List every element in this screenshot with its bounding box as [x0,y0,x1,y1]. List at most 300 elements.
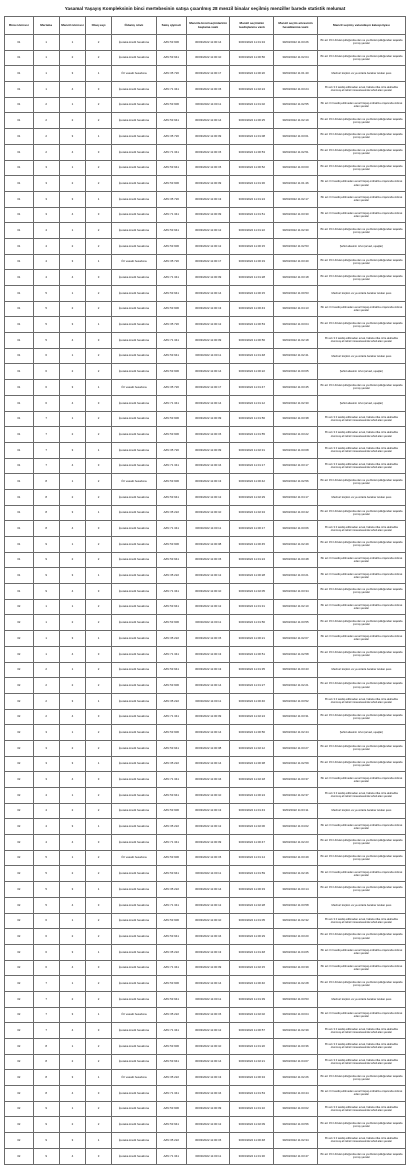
cell-apartment-number: 1 [59,788,85,804]
cell-sale-price: AZN 53 941 [156,740,186,756]
cell-floor: 8 [33,1086,59,1102]
cell-room-count: 2 [85,913,111,929]
cell-sale-price: AZN 35 222 [156,568,186,584]
apartment-selection-table [4,16,406,1165]
cell-citizen-category: Ən azı 15 il dövlət qulluğunda olan və ya dövlət qulluğundan təqaüdə çıxmış şəxslər [317,160,405,176]
cell-sale-price: AZN 35 222 [156,693,186,709]
cell-payment-type: İpoteka kredit hesabına [112,144,156,160]
cell-floor: 3 [33,756,59,772]
table-row [5,725,406,741]
table-row [5,1023,406,1039]
cell-selection-confirm-time: 30/03/2022 11:00:24 [230,788,274,804]
cell-application-calc-time: 30/03/2022 11:03:05 [274,364,318,380]
cell-booking-start-time: 30/03/2022 11:00:11 [186,348,230,364]
cell-apartment-number: 2 [59,740,85,756]
cell-booking-start-time: 30/03/2022 11:00:13 [186,662,230,678]
header-floor: Mərtəbə [33,17,59,35]
cell-floor: 2 [33,113,59,129]
cell-selection-confirm-time: 30/03/2022 11:00:45 [230,537,274,553]
cell-building-number: 32 [5,725,34,741]
cell-citizen-category: Şəhid ailəsinin üzvü (arvad, uşaqlar) [317,238,405,254]
cell-building-number: 31 [5,97,34,113]
cell-payment-type: İpoteka kredit hesabına [112,113,156,129]
cell-application-calc-time: 30/03/2022 11:02:18 [274,333,318,349]
cell-room-count: 2 [85,348,111,364]
cell-floor: 5 [33,286,59,302]
cell-selection-confirm-time: 30/03/2022 11:01:12 [230,395,274,411]
cell-sale-price: AZN 71 341 [156,82,186,98]
cell-booking-start-time: 30/03/2022 11:00:16 [186,772,230,788]
cell-sale-price: AZN 71 341 [156,395,186,411]
cell-booking-start-time: 30/03/2022 11:00:16 [186,1086,230,1102]
cell-application-calc-time: 30/03/2022 11:02:55 [274,97,318,113]
cell-citizen-category: Ən azı 15 il dövlət qulluğunda olan və ya dövlət qulluğundan təqaüdə çıxmış şəxslər [317,740,405,756]
cell-payment-type: İpoteka kredit hesabına [112,615,156,631]
cell-citizen-category: Ən azı 3 il təsdiq edilmədən əvvəl hüquq-mühafizə orqanında xidmət edən şəxslər [317,568,405,584]
table-row [5,301,406,317]
cell-application-calc-time: 30/03/2022 11:02:49 [274,537,318,553]
cell-application-calc-time: 30/03/2022 11:03:02 [274,1101,318,1117]
cell-floor: 4 [33,223,59,239]
table-row [5,788,406,804]
cell-citizen-category: Ən azı 15 il dövlət qulluğunda olan və ya dövlət qulluğundan təqaüdə çıxmış şəxslər [317,678,405,694]
cell-sale-price: AZN 71 341 [156,897,186,913]
cell-citizen-category: Məcburi köçkün və ya onlarla bərabər tutulan şəxs [317,897,405,913]
cell-booking-start-time: 30/03/2022 11:00:16 [186,929,230,945]
cell-application-calc-time: 30/03/2022 11:03:58 [274,897,318,913]
cell-apartment-number: 3 [59,254,85,270]
cell-application-calc-time: 30/03/2022 11:02:30 [274,395,318,411]
cell-sale-price: AZN 53 906 [156,678,186,694]
table-row [5,944,406,960]
cell-apartment-number: 1 [59,976,85,992]
cell-selection-confirm-time: 30/03/2022 11:00:15 [230,286,274,302]
cell-payment-type: İpoteka kredit hesabına [112,301,156,317]
cell-payment-type: İpoteka kredit hesabına [112,1101,156,1117]
cell-selection-confirm-time: 30/03/2022 11:00:28 [230,568,274,584]
cell-booking-start-time: 30/03/2022 11:00:17 [186,66,230,82]
cell-apartment-number: 3 [59,191,85,207]
cell-citizen-category: Məcburi köçkün və ya onlarla bərabər tutulan şəxs [317,489,405,505]
cell-selection-confirm-time: 30/03/2022 11:02:28 [230,897,274,913]
table-row [5,427,406,443]
cell-application-calc-time: 30/03/2022 11:00:53 [274,286,318,302]
cell-payment-type: İpoteka kredit hesabına [112,364,156,380]
cell-payment-type: İpoteka kredit hesabına [112,991,156,1007]
table-row [5,1086,406,1102]
cell-building-number: 32 [5,1086,34,1102]
cell-sale-price: AZN 53 941 [156,552,186,568]
cell-booking-start-time: 30/03/2022 11:00:11 [186,1148,230,1164]
cell-citizen-category: Məcburi köçkün və ya onlarla bərabər tutulan şəxs [317,348,405,364]
cell-sale-price: AZN 35 720 [156,66,186,82]
cell-building-number: 32 [5,756,34,772]
cell-building-number: 31 [5,50,34,66]
cell-selection-confirm-time: 30/03/2022 11:01:05 [230,913,274,929]
cell-floor: 6 [33,364,59,380]
table-row [5,286,406,302]
cell-sale-price: AZN 35 720 [156,380,186,396]
cell-selection-confirm-time: 30/03/2022 11:00:29 [230,929,274,945]
table-row [5,317,406,333]
table-row [5,897,406,913]
cell-selection-confirm-time: 30/03/2022 11:01:20 [230,1039,274,1055]
cell-booking-start-time: 30/03/2022 11:00:12 [186,489,230,505]
cell-booking-start-time: 30/03/2022 11:00:15 [186,631,230,647]
cell-booking-start-time: 30/03/2022 11:00:13 [186,646,230,662]
cell-floor: 5 [33,897,59,913]
cell-building-number: 32 [5,976,34,992]
cell-apartment-number: 4 [59,772,85,788]
cell-room-count: 3 [85,772,111,788]
cell-building-number: 31 [5,348,34,364]
cell-sale-price: AZN 35 222 [156,882,186,898]
cell-room-count: 1 [85,568,111,584]
cell-building-number: 31 [5,584,34,600]
cell-selection-confirm-time: 30/03/2022 11:01:47 [230,380,274,396]
cell-sale-price: AZN 53 906 [156,35,186,51]
cell-room-count: 1 [85,442,111,458]
cell-booking-start-time: 30/03/2022 11:00:16 [186,458,230,474]
cell-citizen-category: Ən azı 15 il dövlət qulluğunda olan və ya dövlət qulluğundan təqaüdə çıxmış şəxslər [317,584,405,600]
header-application-calc-time: Mənzil seçim ərizəsinin hesablanma vaxtı [274,17,318,35]
cell-payment-type: Öz vəsaiti hesabına [112,66,156,82]
cell-apartment-number: 2 [59,552,85,568]
cell-apartment-number: 4 [59,207,85,223]
table-row [5,866,406,882]
cell-application-calc-time: 30/03/2022 11:02:28 [274,976,318,992]
cell-payment-type: İpoteka kredit hesabına [112,160,156,176]
cell-sale-price: AZN 71 341 [156,709,186,725]
cell-application-calc-time: 30/03/2022 11:04:02 [274,819,318,835]
cell-selection-confirm-time: 30/03/2022 11:02:31 [230,442,274,458]
cell-selection-confirm-time: 30/03/2022 11:02:18 [230,772,274,788]
cell-selection-confirm-time: 30/03/2022 11:00:42 [230,474,274,490]
cell-booking-start-time: 30/03/2022 11:00:11 [186,521,230,537]
cell-floor: 1 [33,50,59,66]
cell-booking-start-time: 30/03/2022 11:00:14 [186,395,230,411]
cell-application-calc-time: 30/03/2022 11:02:30 [274,223,318,239]
cell-booking-start-time: 30/03/2022 11:00:14 [186,976,230,992]
cell-citizen-category: Ən azı 3 il təsdiq edilmədən əvvəl, habelə ölkə üzrə akkreditə olunmuş ali təhsil müəssisəsində təhsil alan şəxslər [317,427,405,443]
cell-floor: 2 [33,709,59,725]
cell-apartment-number: 4 [59,82,85,98]
cell-application-calc-time: 30/03/2022 11:02:51 [274,144,318,160]
cell-building-number: 32 [5,929,34,945]
cell-citizen-category: Məcburi köçkün və ya onlarla bərabər tutulan şəxs [317,803,405,819]
cell-apartment-number: 1 [59,35,85,51]
cell-floor: 8 [33,1070,59,1086]
cell-citizen-category: Ən azı 3 il təsdiq edilmədən əvvəl hüquq-mühafizə orqanında xidmət edən şəxslər [317,97,405,113]
cell-application-calc-time: 30/03/2022 11:02:53 [274,238,318,254]
cell-floor: 6 [33,380,59,396]
cell-apartment-number: 3 [59,568,85,584]
cell-building-number: 31 [5,113,34,129]
cell-apartment-number: 4 [59,144,85,160]
cell-payment-type: İpoteka kredit hesabına [112,584,156,600]
cell-sale-price: AZN 53 941 [156,223,186,239]
cell-payment-type: Öz vəsaiti hesabına [112,1007,156,1023]
cell-payment-type: İpoteka kredit hesabına [112,442,156,458]
cell-apartment-number: 1 [59,223,85,239]
cell-sale-price: AZN 53 906 [156,97,186,113]
cell-application-calc-time: 30/03/2022 11:03:26 [274,35,318,51]
cell-room-count: 1 [85,66,111,82]
cell-apartment-number: 2 [59,615,85,631]
cell-building-number: 32 [5,819,34,835]
table-row [5,82,406,98]
cell-sale-price: AZN 35 222 [156,756,186,772]
table-row [5,395,406,411]
cell-sale-price: AZN 35 720 [156,254,186,270]
table-row [5,223,406,239]
cell-room-count: 3 [85,1086,111,1102]
cell-floor: 7 [33,458,59,474]
cell-citizen-category: Ən azı 15 il dövlət qulluğunda olan və ya dövlət qulluğundan təqaüdə çıxmış şəxslər [317,1148,405,1164]
cell-room-count: 2 [85,238,111,254]
cell-selection-confirm-time: 30/03/2022 11:00:19 [230,254,274,270]
cell-payment-type: İpoteka kredit hesabına [112,725,156,741]
cell-application-calc-time: 30/03/2022 11:03:21 [274,568,318,584]
cell-selection-confirm-time: 30/03/2022 11:01:36 [230,176,274,192]
cell-room-count: 2 [85,364,111,380]
table-row [5,474,406,490]
cell-payment-type: İpoteka kredit hesabına [112,176,156,192]
cell-sale-price: AZN 53 906 [156,1039,186,1055]
cell-booking-start-time: 30/03/2022 11:00:12 [186,599,230,615]
cell-selection-confirm-time: 30/03/2022 11:02:02 [230,1007,274,1023]
cell-citizen-category: Ən azı 3 il təsdiq edilmədən əvvəl hüquq-mühafizə orqanında xidmət edən şəxslər [317,1086,405,1102]
cell-application-calc-time: 30/03/2022 11:02:56 [274,474,318,490]
cell-citizen-category: Məcburi köçkün və ya onlarla bərabər tutulan şəxs [317,66,405,82]
cell-floor: 8 [33,489,59,505]
cell-selection-confirm-time: 30/03/2022 11:00:46 [230,693,274,709]
cell-building-number: 31 [5,35,34,51]
cell-citizen-category: Ən azı 3 il təsdiq edilmədən əvvəl hüquq-mühafizə orqanında xidmət edən şəxslər [317,176,405,192]
cell-selection-confirm-time: 30/03/2022 11:00:47 [230,835,274,851]
cell-booking-start-time: 30/03/2022 11:00:15 [186,1133,230,1149]
cell-payment-type: İpoteka kredit hesabına [112,395,156,411]
cell-application-calc-time: 30/03/2022 11:03:14 [274,882,318,898]
cell-citizen-category: Ən azı 15 il dövlət qulluğunda olan və ya dövlət qulluğundan təqaüdə çıxmış şəxslər [317,254,405,270]
cell-floor: 8 [33,1039,59,1055]
cell-room-count: 2 [85,113,111,129]
cell-payment-type: Öz vəsaiti hesabına [112,254,156,270]
cell-booking-start-time: 30/03/2022 11:00:14 [186,286,230,302]
table-row [5,1133,406,1149]
table-row [5,1070,406,1086]
cell-citizen-category: Ən azı 3 il təsdiq edilmədən əvvəl, habelə ölkə üzrə akkreditə olunmuş ali təhsil müəssisəsində təhsil alan şəxslər [317,788,405,804]
cell-citizen-category: Ən azı 15 il dövlət qulluğunda olan və ya dövlət qulluğundan təqaüdə çıxmış şəxslər [317,646,405,662]
cell-booking-start-time: 30/03/2022 11:00:09 [186,442,230,458]
cell-building-number: 31 [5,333,34,349]
cell-sale-price: AZN 71 341 [156,521,186,537]
cell-floor: 1 [33,66,59,82]
cell-floor: 2 [33,662,59,678]
table-row [5,191,406,207]
cell-booking-start-time: 30/03/2022 11:00:09 [186,835,230,851]
table-row [5,599,406,615]
cell-payment-type: İpoteka kredit hesabına [112,678,156,694]
cell-application-calc-time: 30/03/2022 11:03:56 [274,1117,318,1133]
cell-room-count: 2 [85,740,111,756]
cell-payment-type: İpoteka kredit hesabına [112,270,156,286]
cell-building-number: 31 [5,270,34,286]
cell-selection-confirm-time: 30/03/2022 11:00:38 [230,756,274,772]
cell-apartment-number: 4 [59,584,85,600]
cell-room-count: 3 [85,646,111,662]
cell-building-number: 32 [5,740,34,756]
cell-apartment-number: 3 [59,129,85,145]
cell-floor: 6 [33,913,59,929]
cell-floor: 1 [33,35,59,51]
header-booking-start-time: Mənzilə bron/seçimlərinin başlama vaxtı [186,17,230,35]
table-row [5,442,406,458]
table-row [5,662,406,678]
cell-sale-price: AZN 53 906 [156,803,186,819]
cell-booking-start-time: 30/03/2022 11:00:15 [186,552,230,568]
cell-booking-start-time: 30/03/2022 11:00:09 [186,960,230,976]
cell-application-calc-time: 30/03/2022 11:02:26 [274,1070,318,1086]
cell-selection-confirm-time: 30/03/2022 11:01:08 [230,129,274,145]
cell-application-calc-time: 30/03/2022 11:03:37 [274,772,318,788]
cell-floor: 2 [33,129,59,145]
header-apartment-number: Mənzil nömrəsi [59,17,85,35]
cell-floor: 6 [33,960,59,976]
cell-floor: 7 [33,976,59,992]
cell-booking-start-time: 30/03/2022 11:00:14 [186,678,230,694]
cell-selection-confirm-time: 30/03/2022 11:02:29 [230,489,274,505]
cell-sale-price: AZN 35 222 [156,944,186,960]
cell-floor: 1 [33,646,59,662]
cell-citizen-category: Ən azı 15 il dövlət qulluğunda olan və ya dövlət qulluğundan təqaüdə çıxmış şəxslər [317,474,405,490]
cell-apartment-number: 3 [59,1070,85,1086]
cell-room-count: 1 [85,254,111,270]
cell-application-calc-time: 30/03/2022 11:03:08 [274,442,318,458]
cell-room-count: 3 [85,960,111,976]
table-row [5,646,406,662]
cell-floor: 3 [33,160,59,176]
header-citizen-category: Mənzil seçmiş vətəndaşın kateqoriyası [317,17,405,35]
cell-room-count: 2 [85,223,111,239]
cell-citizen-category: Ən azı 15 il dövlət qulluğunda olan və ya dövlət qulluğundan təqaüdə çıxmış şəxslər [317,1117,405,1133]
cell-citizen-category: Məcburi köçkün və ya onlarla bərabər tutulan şəxs [317,662,405,678]
cell-application-calc-time: 30/03/2022 11:03:04 [274,1007,318,1023]
cell-sale-price: AZN 35 720 [156,442,186,458]
cell-sale-price: AZN 53 941 [156,788,186,804]
cell-floor: 7 [33,442,59,458]
cell-payment-type: İpoteka kredit hesabına [112,191,156,207]
cell-room-count: 2 [85,1101,111,1117]
cell-building-number: 31 [5,191,34,207]
cell-building-number: 32 [5,646,34,662]
cell-sale-price: AZN 53 906 [156,976,186,992]
table-row [5,615,406,631]
cell-sale-price: AZN 71 341 [156,207,186,223]
cell-application-calc-time: 30/03/2022 11:03:44 [274,1086,318,1102]
cell-apartment-number: 3 [59,1133,85,1149]
cell-sale-price: AZN 71 341 [156,646,186,662]
cell-building-number: 31 [5,411,34,427]
cell-apartment-number: 2 [59,489,85,505]
cell-payment-type: İpoteka kredit hesabına [112,333,156,349]
cell-payment-type: İpoteka kredit hesabına [112,1133,156,1149]
cell-floor: 6 [33,348,59,364]
cell-building-number: 32 [5,882,34,898]
cell-citizen-category: Ən azı 3 il təsdiq edilmədən əvvəl hüquq-mühafizə orqanında xidmət edən şəxslər [317,819,405,835]
cell-payment-type: Öz vəsaiti hesabına [112,380,156,396]
cell-sale-price: AZN 53 941 [156,1117,186,1133]
cell-application-calc-time: 30/03/2022 11:03:48 [274,552,318,568]
table-row [5,1007,406,1023]
cell-floor: 1 [33,82,59,98]
cell-selection-confirm-time: 30/03/2022 11:01:24 [230,191,274,207]
table-row [5,584,406,600]
cell-room-count: 2 [85,1054,111,1070]
cell-payment-type: İpoteka kredit hesabına [112,960,156,976]
table-row [5,819,406,835]
cell-application-calc-time: 30/03/2022 11:03:11 [274,803,318,819]
cell-citizen-category: Ən azı 3 il təsdiq edilmədən əvvəl, habelə ölkə üzrə akkreditə olunmuş ali təhsil müəssisəsində təhsil alan şəxslər [317,1054,405,1070]
cell-payment-type: İpoteka kredit hesabına [112,944,156,960]
cell-apartment-number: 3 [59,882,85,898]
cell-room-count: 2 [85,662,111,678]
cell-building-number: 32 [5,1007,34,1023]
cell-payment-type: İpoteka kredit hesabına [112,521,156,537]
cell-citizen-category: Ən azı 15 il dövlət qulluğunda olan və ya dövlət qulluğundan təqaüdə çıxmış şəxslər [317,317,405,333]
cell-apartment-number: 1 [59,1101,85,1117]
cell-booking-start-time: 30/03/2022 11:00:08 [186,537,230,553]
cell-building-number: 32 [5,1070,34,1086]
cell-payment-type: İpoteka kredit hesabına [112,552,156,568]
cell-floor: 8 [33,1054,59,1070]
table-row [5,364,406,380]
cell-floor: 9 [33,1133,59,1149]
cell-payment-type: İpoteka kredit hesabına [112,505,156,521]
cell-application-calc-time: 30/03/2022 11:03:34 [274,584,318,600]
cell-sale-price: AZN 53 941 [156,50,186,66]
cell-citizen-category: Ən azı 15 il dövlət qulluğunda olan və ya dövlət qulluğundan təqaüdə çıxmış şəxslər [317,835,405,851]
cell-application-calc-time: 30/03/2022 11:04:17 [274,489,318,505]
cell-payment-type: İpoteka kredit hesabına [112,788,156,804]
cell-citizen-category: Ən azı 3 il təsdiq edilmədən əvvəl, habelə ölkə üzrə akkreditə olunmuş ali təhsil müəssisəsində təhsil alan şəxslər [317,411,405,427]
cell-booking-start-time: 30/03/2022 11:00:12 [186,897,230,913]
table-row [5,380,406,396]
cell-application-calc-time: 30/03/2022 11:02:44 [274,725,318,741]
cell-sale-price: AZN 53 941 [156,662,186,678]
cell-building-number: 31 [5,129,34,145]
cell-apartment-number: 4 [59,709,85,725]
cell-booking-start-time: 30/03/2022 11:00:13 [186,474,230,490]
cell-room-count: 3 [85,395,111,411]
cell-citizen-category: Ən azı 15 il dövlət qulluğunda olan və ya dövlət qulluğundan təqaüdə çıxmış şəxslər [317,976,405,992]
cell-floor: 5 [33,333,59,349]
cell-sale-price: AZN 53 906 [156,176,186,192]
cell-application-calc-time: 30/03/2022 11:02:34 [274,1133,318,1149]
cell-room-count: 3 [85,144,111,160]
cell-application-calc-time: 30/03/2022 11:03:27 [274,740,318,756]
cell-floor: 5 [33,850,59,866]
cell-selection-confirm-time: 30/03/2022 11:02:24 [230,82,274,98]
cell-payment-type: İpoteka kredit hesabına [112,646,156,662]
cell-sale-price: AZN 35 222 [156,631,186,647]
cell-building-number: 31 [5,238,34,254]
header-building-number: Bina nömrəsi [5,17,34,35]
cell-citizen-category: Ən azı 3 il təsdiq edilmədən əvvəl, habelə ölkə üzrə akkreditə olunmuş ali təhsil müəssisəsində təhsil alan şəxslər [317,913,405,929]
table-row [5,505,406,521]
cell-selection-confirm-time: 30/03/2022 11:01:53 [230,1086,274,1102]
table-row [5,1101,406,1117]
